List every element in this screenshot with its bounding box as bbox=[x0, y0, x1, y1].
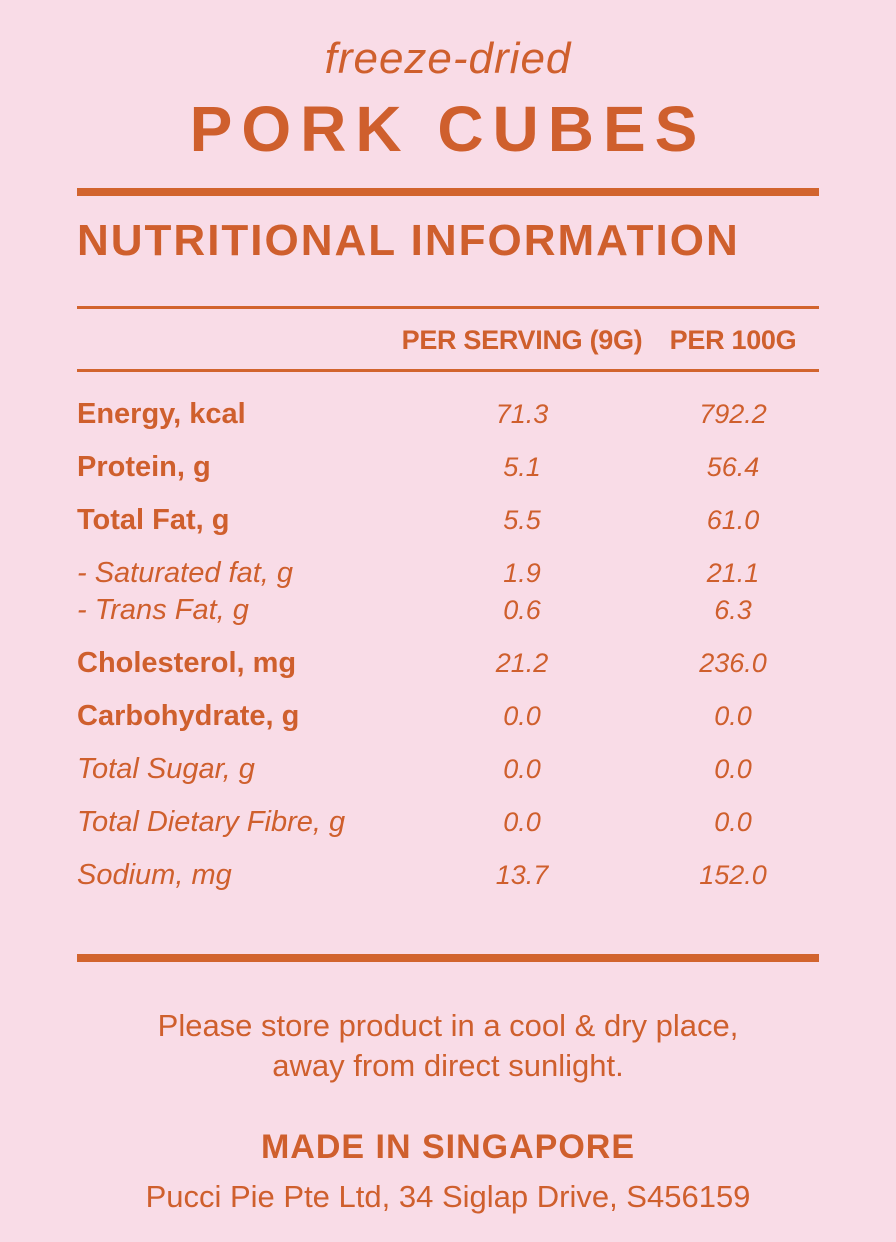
per-100g-value: 61.0 bbox=[706, 505, 760, 535]
table-row-cholesterol bbox=[77, 647, 819, 679]
section-title: NUTRITIONAL INFORMATION bbox=[77, 216, 740, 265]
nutrition-table bbox=[77, 306, 819, 962]
nutrient-label: Cholesterol, mg bbox=[77, 647, 297, 679]
per-100g-value: 6.3 bbox=[714, 595, 752, 625]
nutrient-label: Total Sugar, g bbox=[77, 753, 255, 785]
per-serving-value: 71.3 bbox=[495, 399, 549, 429]
table-body bbox=[77, 372, 819, 954]
table-row-sodium bbox=[77, 859, 819, 891]
storage-line-2: away from direct sunlight. bbox=[272, 1048, 624, 1083]
per-serving-value: 5.5 bbox=[503, 505, 541, 535]
product-title: PORK CUBES bbox=[189, 93, 707, 165]
column-header-per-serving: PER SERVING (9G) bbox=[401, 325, 643, 355]
table-divider-bottom bbox=[77, 954, 819, 962]
nutrient-label: - Trans Fat, g bbox=[77, 594, 249, 626]
per-100g-value: 236.0 bbox=[699, 648, 767, 678]
product-brand-block bbox=[0, 0, 896, 166]
per-100g-value: 56.4 bbox=[706, 452, 760, 482]
per-serving-value: 5.1 bbox=[503, 452, 541, 482]
per-serving-value: 1.9 bbox=[503, 558, 541, 588]
per-serving-value: 21.2 bbox=[495, 648, 549, 678]
nutrient-label: - Saturated fat, g bbox=[77, 557, 294, 589]
table-row-saturated-fat bbox=[77, 557, 819, 589]
table-row-dietary-fibre bbox=[77, 806, 819, 838]
per-serving-value: 0.6 bbox=[503, 595, 541, 625]
per-100g-value: 792.2 bbox=[699, 399, 767, 429]
per-100g-value: 0.0 bbox=[714, 807, 752, 837]
nutrient-label: Protein, g bbox=[77, 451, 211, 483]
table-row-trans-fat bbox=[77, 594, 819, 626]
table-row-carbohydrate bbox=[77, 700, 819, 732]
nutrient-label: Carbohydrate, g bbox=[77, 700, 300, 732]
per-serving-value: 0.0 bbox=[503, 754, 541, 784]
per-100g-value: 21.1 bbox=[706, 558, 760, 588]
top-divider bbox=[77, 188, 819, 196]
country-of-origin: MADE IN SINGAPORE bbox=[260, 1128, 636, 1166]
nutrient-label: Total Fat, g bbox=[77, 504, 230, 536]
per-100g-value: 0.0 bbox=[714, 754, 752, 784]
nutrient-label: Sodium, mg bbox=[77, 859, 232, 891]
table-row-protein bbox=[77, 451, 819, 483]
nutrient-label: Total Dietary Fibre, g bbox=[77, 806, 346, 838]
storage-line-1: Please store product in a cool & dry place, bbox=[157, 1008, 739, 1043]
per-100g-value: 0.0 bbox=[714, 701, 752, 731]
table-row-energy bbox=[77, 398, 819, 430]
footer-block bbox=[77, 1006, 819, 1215]
storage-instructions bbox=[77, 1006, 819, 1086]
table-row-total-sugar bbox=[77, 753, 819, 785]
nutrient-label: Energy, kcal bbox=[77, 398, 246, 430]
manufacturer-address: Pucci Pie Pte Ltd, 34 Siglap Drive, S456159 bbox=[145, 1179, 751, 1214]
per-serving-value: 0.0 bbox=[503, 807, 541, 837]
product-subtitle: freeze-dried bbox=[324, 34, 572, 83]
per-serving-value: 13.7 bbox=[495, 860, 549, 890]
column-header-per-100g: PER 100G bbox=[669, 325, 797, 355]
table-row-total-fat bbox=[77, 504, 819, 536]
per-100g-value: 152.0 bbox=[699, 860, 767, 890]
table-header-row bbox=[77, 309, 819, 369]
per-serving-value: 0.0 bbox=[503, 701, 541, 731]
